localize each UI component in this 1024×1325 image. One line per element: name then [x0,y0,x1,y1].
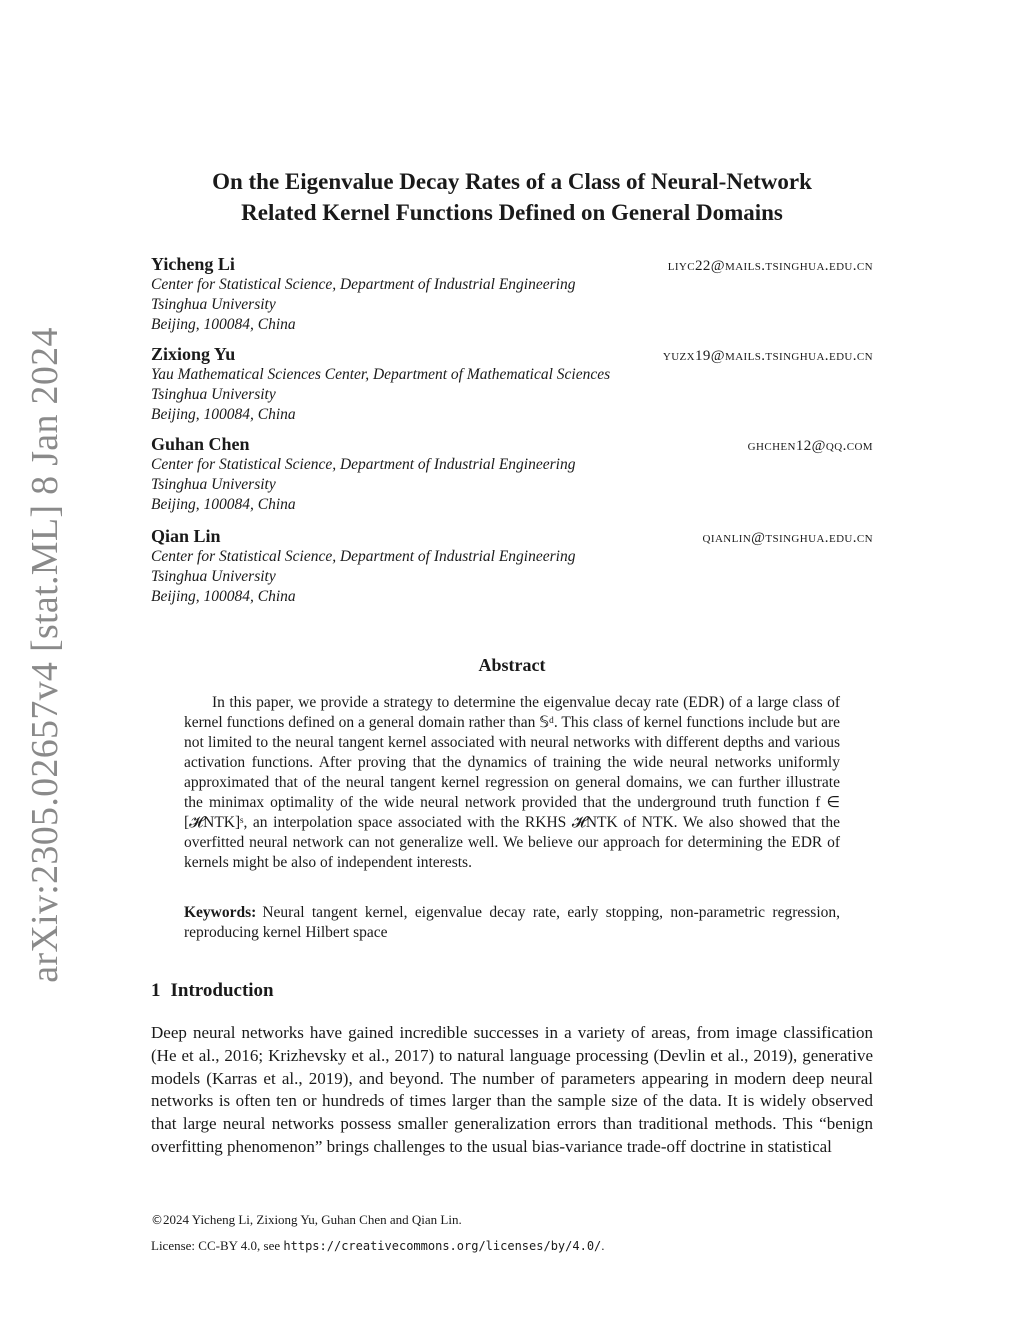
license-link[interactable]: https://creativecommons.org/licenses/by/4.0/ [283,1239,602,1253]
author-name: Guhan Chen [151,434,250,454]
author-block-2 [151,344,873,425]
author-block-3 [151,434,873,515]
introduction-paragraph: Deep neural networks have gained incredible successes in a variety of areas, from image classification (He et al., 2016; Krizhevsky et al., 2017) to natural language processing (Devlin et al., 2019), generative models (Karras et al., 2019), and beyond. The number of parameters appearing in modern deep neural networks is often ten or hundreds of times larger than the sample size of the data. It is widely observed that large neural networks possess smaller generalization errors than traditional methods. This “benign overfitting phenomenon” brings challenges to the usual bias-variance trade-off doctrine in statistical [151,1023,873,1156]
author-block-1 [151,254,873,335]
license-suffix: . [601,1238,605,1253]
copyright-icon: © [151,1213,163,1227]
license-notice [151,1238,605,1254]
author-email[interactable]: yuzx19@mails.tsinghua.edu.cn [662,348,873,364]
author-name: Yicheng Li [151,254,235,274]
author-affiliation: Yau Mathematical Sciences Center, Department of Mathematical Sciences [151,366,611,383]
keywords-text: Neural tangent kernel, eigenvalue decay rate, early stopping, non-parametric regression, reproducing kernel Hilbert space [184,904,840,941]
abstract-heading: Abstract [478,655,546,675]
section-number: 1 [151,980,161,1001]
author-email[interactable]: liyc22@mails.tsinghua.edu.cn [667,258,873,274]
license-prefix: License: CC-BY 4.0, see [151,1238,281,1253]
author-affiliation: Center for Statistical Science, Department of Industrial Engineering [151,456,576,473]
title-line-1: On the Eigenvalue Decay Rates of a Class of Neural-Network [212,169,812,194]
title-line-2: Related Kernel Functions Defined on General Domains [241,200,783,225]
author-location: Beijing, 100084, China [151,316,296,333]
author-email[interactable]: ghchen12@qq.com [747,438,873,454]
copyright-notice [151,1212,462,1228]
author-block-4 [151,526,873,607]
author-institution: Tsinghua University [151,476,276,493]
section-title: Introduction [170,980,274,1001]
author-location: Beijing, 100084, China [151,496,296,513]
abstract-text: In this paper, we provide a strategy to determine the eigenvalue decay rate (EDR) of a large class of kernel functions defined on a general domain rather than 𝕊ᵈ. This class of kernel functions include but are not limited to the neural tangent kernel associated with neural networks with different depths and various activation functions. After proving that the dynamics of training the wide neural networks uniformly approximated that of the neural tangent kernel regression on general domains, we can further illustrate the minimax optimality of the wide neural network provided that the underground truth function f ∈ [𝓗NTK]ˢ, an interpolation space associated with the RKHS 𝓗NTK of NTK. We also showed that the overfitted neural network can not generalize well. We believe our approach for determining the EDR of kernels might be also of independent interests. [184,694,840,871]
paper-title [100,166,924,228]
author-affiliation: Center for Statistical Science, Department of Industrial Engineering [151,276,576,293]
author-affiliation: Center for Statistical Science, Department of Industrial Engineering [151,548,576,565]
section-heading [151,980,274,1002]
author-institution: Tsinghua University [151,568,276,585]
author-email[interactable]: qianlin@tsinghua.edu.cn [702,530,873,546]
keywords-label: Keywords: [184,904,257,921]
author-name: Zixiong Yu [151,344,236,364]
arxiv-identifier: arXiv:2305.02657v4 [stat.ML] 8 Jan 2024 [24,327,66,983]
author-location: Beijing, 100084, China [151,588,296,605]
author-name: Qian Lin [151,526,221,546]
author-location: Beijing, 100084, China [151,406,296,423]
author-institution: Tsinghua University [151,296,276,313]
keywords [184,903,840,943]
author-institution: Tsinghua University [151,386,276,403]
copyright-text: 2024 Yicheng Li, Zixiong Yu, Guhan Chen and Qian Lin. [163,1212,462,1227]
